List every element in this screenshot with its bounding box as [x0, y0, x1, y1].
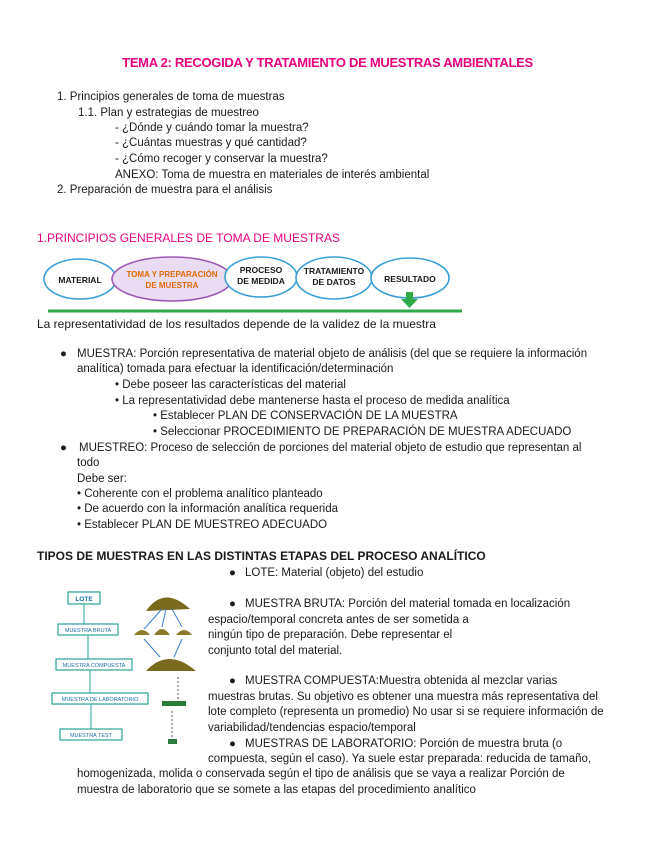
- muestreo-sub-2: • De acuerdo con la información analítica requerida: [77, 503, 339, 515]
- tratamiento-label-line1: TRATAMIENTO: [303, 266, 365, 276]
- tratamiento-label-line2: DE DATOS: [312, 277, 356, 287]
- bullet-icon: ●: [229, 738, 236, 750]
- bruta-pile-icon: [176, 630, 192, 635]
- toc-anexo: ANEXO: Toma de muestra en materiales de interés ambiental: [115, 169, 430, 181]
- down-arrow-icon-stem: [406, 292, 413, 300]
- resultado-label: RESULTADO: [384, 274, 436, 284]
- compuesta-box-label: MUESTRA COMPUESTA: [62, 663, 126, 669]
- lote-box-label: LOTE: [75, 596, 93, 603]
- muestreo-def-line2: todo: [77, 457, 100, 469]
- compuesta-pile-icon: [146, 659, 196, 671]
- laboratorio-def-line4: muestra de laboratorio que se somete a las etapas del procedimiento analítico: [77, 784, 476, 796]
- page-title: TEMA 2: RECOGIDA Y TRATAMIENTO DE MUESTRAS AMBIENTALES: [122, 55, 533, 70]
- toc-question-3: - ¿Cómo recoger y conservar la muestra?: [115, 153, 328, 165]
- lote-def: LOTE: Material (objeto) del estudio: [245, 567, 424, 579]
- laboratorio-def-line2: compuesta, según el caso). Ya suele estar preparada: reducida de tamaño,: [208, 753, 592, 765]
- bullet-icon: ●: [60, 442, 67, 454]
- muestra-sub-2b: • Seleccionar PROCEDIMIENTO DE PREPARACIÓN DE MUESTRA ADECUADO: [153, 426, 572, 438]
- compuesta-def-line4: variabilidad/tendencias espacio/temporal: [208, 722, 416, 734]
- muestra-def-line1: MUESTRA: Porción representativa de material objeto de análisis (del que se requiere la información: [77, 348, 588, 360]
- bruta-def-line4: conjunto total del material.: [208, 645, 343, 657]
- toc-item-1: 1. Principios generales de toma de muestras: [57, 91, 285, 103]
- bruta-box-label: MUESTRA BRUTA: [64, 628, 112, 634]
- process-diagram: [40, 252, 470, 318]
- muestra-sub-2: • La representatividad debe mantenerse hasta el proceso de medida analítica: [115, 395, 510, 407]
- down-arrow-icon: [401, 299, 418, 308]
- test-box-label: MUESTRA TEST: [69, 733, 113, 739]
- toma-label-line1: TOMA Y PREPARACIÓN: [126, 270, 218, 279]
- muestreo-sub-1: • Coherente con el problema analítico planteado: [77, 488, 323, 500]
- section-2-heading: TIPOS DE MUESTRAS EN LAS DISTINTAS ETAPAS DEL PROCESO ANALÍTICO: [37, 549, 486, 563]
- bruta-def-line2: espacio/temporal concreta antes de ser sometida a: [208, 614, 469, 626]
- representatividad-text: La representatividad de los resultados depende de la validez de la muestra: [37, 317, 436, 331]
- muestra-sub-2a: • Establecer PLAN DE CONSERVACIÓN DE LA MUESTRA: [153, 410, 458, 422]
- toma-label-line2: DE MUESTRA: [145, 281, 199, 290]
- toma-ellipse: [112, 257, 232, 301]
- compuesta-def-line3: lote completo (representa un promedio) No usar si se requiere información de: [208, 706, 604, 718]
- lab-tray-icon: [162, 701, 186, 706]
- bullet-icon: ●: [229, 598, 236, 610]
- bullet-icon: ●: [229, 675, 236, 687]
- bruta-pile-icon: [134, 630, 150, 635]
- bullet-icon: ●: [60, 348, 67, 360]
- proceso-label-line2: DE MEDIDA: [237, 276, 285, 286]
- bullet-icon: ●: [229, 567, 236, 579]
- toc-question-2: - ¿Cuántas muestras y qué cantidad?: [115, 137, 307, 149]
- laboratorio-def-line3: homogenizada, molida o conservada según el tipo de análisis que se vaya a realizar Porción de: [77, 768, 565, 780]
- toc-question-1: - ¿Dónde y cuándo tomar la muestra?: [115, 122, 309, 134]
- compuesta-def-line1: MUESTRA COMPUESTA:Muestra obtenida al mezclar varias: [245, 675, 558, 687]
- laboratorio-box-label: MUESTRA DE LABORATORIO: [61, 697, 139, 703]
- laboratorio-def-line1: MUESTRAS DE LABORATORIO: Porción de muestra bruta (o: [245, 738, 563, 750]
- compuesta-def-line2: muestras brutas. Su objetivo es obtener una muestra más representativa del: [208, 691, 598, 703]
- muestra-sub-1: • Debe poseer las características del material: [115, 379, 346, 391]
- toc-item-1-1: 1.1. Plan y estrategias de muestreo: [78, 107, 259, 119]
- lote-pile-icon: [146, 597, 190, 611]
- sample-flow-diagram: [50, 583, 210, 753]
- bruta-def-line3: ningún tipo de preparación. Debe representar el: [208, 629, 453, 641]
- bruta-pile-icon: [154, 629, 170, 635]
- material-label: MATERIAL: [58, 275, 102, 285]
- muestreo-def-line1: MUESTREO: Proceso de selección de porciones del material objeto de estudio que representan al: [79, 442, 582, 454]
- debe-ser-label: Debe ser:: [77, 473, 127, 485]
- test-vial-icon: [168, 739, 177, 744]
- section-1-heading: 1.PRINCIPIOS GENERALES DE TOMA DE MUESTRAS: [37, 231, 340, 245]
- toc-item-2: 2. Preparación de muestra para el análisis: [57, 184, 273, 196]
- proceso-label-line1: PROCESO: [239, 265, 283, 275]
- muestra-def-line2: analítica) tomada para efectuar la identificación/determinación: [77, 363, 394, 375]
- muestreo-sub-3: • Establecer PLAN DE MUESTREO ADECUADO: [77, 519, 328, 531]
- bruta-def-line1: MUESTRA BRUTA: Porción del material tomada en localización: [245, 598, 571, 610]
